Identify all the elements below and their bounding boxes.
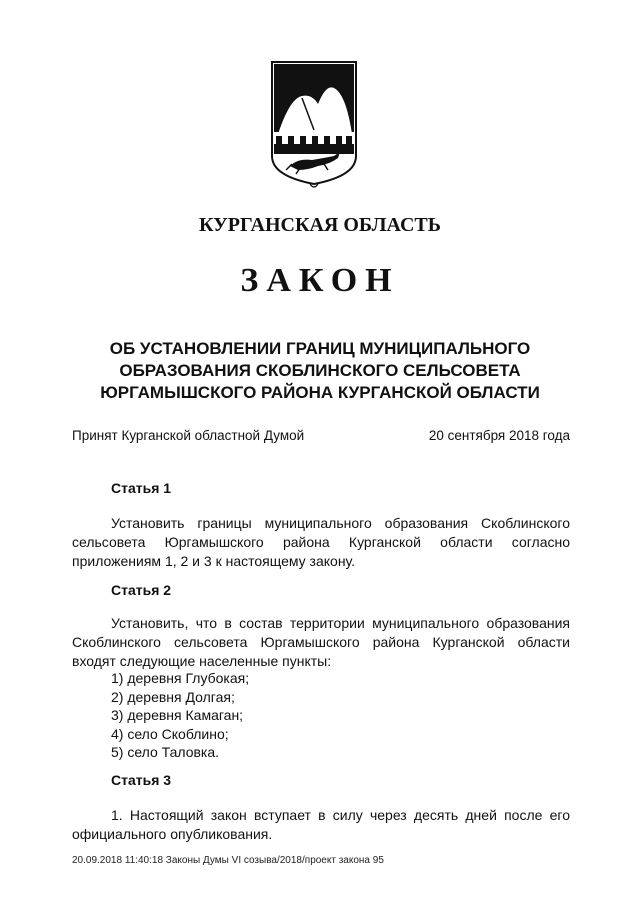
coat-of-arms-icon [268,58,360,190]
adoption-date: 20 сентября 2018 года [428,428,570,443]
law-title-line: ЮРГАМЫШСКОГО РАЙОНА КУРГАНСКОЙ ОБЛАСТИ [100,383,540,402]
law-title-line: ОБ УСТАНОВЛЕНИИ ГРАНИЦ МУНИЦИПАЛЬНОГО [109,339,531,358]
law-title-line: ОБРАЗОВАНИЯ СКОБЛИНСКОГО СЕЛЬСОВЕТА [119,361,521,380]
article-2-text: Установить, что в состав территории муниципального образования Скоблинского сельсовета Юргамышского района Курганской области входят следующие населенные пункты: [72,615,570,669]
settlements-list [111,669,249,762]
article-3-text: 1. Настоящий закон вступает в силу через десять дней после его официального опубликования. [72,807,570,842]
list-item: 2) деревня Долгая; [111,688,235,705]
adoption-body: Принят Курганской областной Думой [72,428,305,443]
document-type: ЗАКОН [240,262,400,299]
list-item: 1) деревня Глубокая; [111,670,250,686]
list-item: 4) село Скоблино; [111,725,229,742]
region-name: КУРГАНСКАЯ ОБЛАСТЬ [198,214,441,236]
list-item: 3) деревня Камаган; [111,707,244,723]
article-1-heading: Статья 1 [111,480,172,496]
article-2-heading: Статья 2 [111,582,172,598]
law-title [60,338,580,404]
document-footer: 20.09.2018 11:40:18 Законы Думы VI созыва/2018/проект закона 95 [72,855,384,866]
list-item: 5) село Таловка. [111,744,220,760]
article-1-text: Установить границы муниципального образования Скоблинского сельсовета Юргамышского района Курганской области согласно приложениям 1, 2 и 3 к настоящему закону. [72,515,570,569]
article-3-heading: Статья 3 [111,772,172,788]
